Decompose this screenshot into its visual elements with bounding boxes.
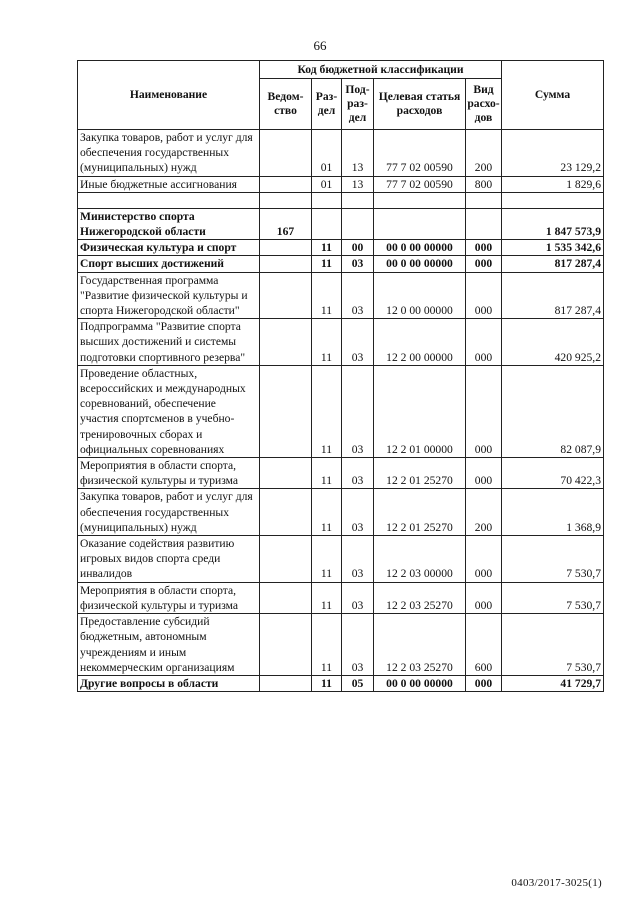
cell-podrazdel: 03 (342, 489, 374, 536)
cell-podrazdel: 03 (342, 614, 374, 676)
table-row (78, 192, 604, 208)
cell-name: Подпрограмма "Развитие спорта высших достижений и системы подготовки спортивного резерва" (78, 319, 260, 366)
cell-vedomstvo (260, 272, 312, 319)
cell-razdel (312, 192, 342, 208)
cell-expense-type (466, 208, 502, 239)
cell-vedomstvo (260, 489, 312, 536)
cell-target-article: 12 2 03 25270 (374, 582, 466, 613)
cell-razdel: 11 (312, 365, 342, 457)
header-target-article: Целевая статья расходов (374, 79, 466, 130)
cell-sum (502, 192, 604, 208)
cell-podrazdel: 03 (342, 319, 374, 366)
cell-name: Закупка товаров, работ и услуг для обеспечения государственных (муниципальных) нужд (78, 489, 260, 536)
cell-target-article: 12 2 01 25270 (374, 489, 466, 536)
cell-razdel: 11 (312, 489, 342, 536)
cell-target-article: 00 0 00 00000 (374, 240, 466, 256)
cell-sum: 7 530,7 (502, 582, 604, 613)
cell-razdel: 11 (312, 272, 342, 319)
cell-vedomstvo (260, 319, 312, 366)
cell-target-article: 12 2 01 00000 (374, 365, 466, 457)
table-row (78, 256, 604, 272)
cell-vedomstvo (260, 675, 312, 691)
cell-name: Предоставление субсидий бюджетным, автономным учреждениям и иным некоммерческим организациям (78, 614, 260, 676)
cell-target-article: 12 2 03 25270 (374, 614, 466, 676)
cell-sum: 7 530,7 (502, 614, 604, 676)
cell-vedomstvo (260, 582, 312, 613)
table-row (78, 272, 604, 319)
header-razdel: Раз-дел (312, 79, 342, 130)
cell-sum: 1 368,9 (502, 489, 604, 536)
cell-sum: 817 287,4 (502, 256, 604, 272)
cell-expense-type: 000 (466, 365, 502, 457)
cell-target-article: 12 0 00 00000 (374, 272, 466, 319)
cell-target-article: 77 7 02 00590 (374, 176, 466, 192)
cell-vedomstvo (260, 614, 312, 676)
cell-target-article (374, 208, 466, 239)
cell-name: Другие вопросы в области (78, 675, 260, 691)
cell-podrazdel: 03 (342, 458, 374, 489)
cell-sum: 70 422,3 (502, 458, 604, 489)
cell-expense-type: 200 (466, 130, 502, 177)
cell-target-article: 12 2 00 00000 (374, 319, 466, 366)
table-row (78, 675, 604, 691)
cell-podrazdel: 13 (342, 176, 374, 192)
cell-podrazdel: 03 (342, 582, 374, 613)
table-row (78, 176, 604, 192)
cell-expense-type: 600 (466, 614, 502, 676)
header-vedomstvo: Ведом-ство (260, 79, 312, 130)
cell-name: Государственная программа "Развитие физической культуры и спорта Нижегородской области" (78, 272, 260, 319)
cell-podrazdel: 05 (342, 675, 374, 691)
cell-vedomstvo (260, 176, 312, 192)
cell-target-article: 12 2 03 00000 (374, 536, 466, 583)
cell-name (78, 192, 260, 208)
cell-razdel: 11 (312, 614, 342, 676)
table-row (78, 489, 604, 536)
cell-podrazdel (342, 192, 374, 208)
cell-name: Спорт высших достижений (78, 256, 260, 272)
header-sum: Сумма (502, 61, 604, 130)
cell-sum: 1 847 573,9 (502, 208, 604, 239)
cell-expense-type (466, 192, 502, 208)
cell-expense-type: 200 (466, 489, 502, 536)
cell-razdel: 11 (312, 319, 342, 366)
table-row (78, 130, 604, 177)
cell-target-article: 12 2 01 25270 (374, 458, 466, 489)
cell-target-article (374, 192, 466, 208)
cell-razdel: 11 (312, 240, 342, 256)
table-body (78, 130, 604, 692)
header-code-group: Код бюджетной классификации (260, 61, 502, 79)
table-row (78, 240, 604, 256)
cell-vedomstvo (260, 536, 312, 583)
cell-expense-type: 000 (466, 240, 502, 256)
table-row (78, 208, 604, 239)
table-row (78, 582, 604, 613)
budget-table (77, 60, 604, 692)
cell-sum: 1 535 342,6 (502, 240, 604, 256)
cell-vedomstvo: 167 (260, 208, 312, 239)
header-podrazdel: Под-раз-дел (342, 79, 374, 130)
cell-target-article: 77 7 02 00590 (374, 130, 466, 177)
cell-expense-type: 000 (466, 272, 502, 319)
cell-razdel: 11 (312, 675, 342, 691)
cell-podrazdel: 03 (342, 256, 374, 272)
cell-target-article: 00 0 00 00000 (374, 256, 466, 272)
cell-podrazdel: 00 (342, 240, 374, 256)
cell-podrazdel (342, 208, 374, 239)
cell-name: Мероприятия в области спорта, физической культуры и туризма (78, 582, 260, 613)
header-expense-type: Вид расхо-дов (466, 79, 502, 130)
cell-sum: 41 729,7 (502, 675, 604, 691)
cell-expense-type: 000 (466, 536, 502, 583)
cell-podrazdel: 03 (342, 365, 374, 457)
cell-vedomstvo (260, 365, 312, 457)
table-row (78, 458, 604, 489)
cell-vedomstvo (260, 256, 312, 272)
cell-name: Проведение областных, всероссийских и международных соревнований, обеспечение участия спортсменов в учебно-тренировочных сборах и официальных соревнованиях (78, 365, 260, 457)
cell-name: Иные бюджетные ассигнования (78, 176, 260, 192)
cell-name: Министерство спорта Нижегородской области (78, 208, 260, 239)
cell-podrazdel: 03 (342, 272, 374, 319)
cell-razdel: 11 (312, 582, 342, 613)
cell-razdel: 11 (312, 536, 342, 583)
cell-sum: 7 530,7 (502, 536, 604, 583)
cell-target-article: 00 0 00 00000 (374, 675, 466, 691)
cell-vedomstvo (260, 130, 312, 177)
cell-expense-type: 000 (466, 458, 502, 489)
cell-razdel: 11 (312, 458, 342, 489)
cell-expense-type: 000 (466, 256, 502, 272)
cell-razdel (312, 208, 342, 239)
cell-razdel: 01 (312, 176, 342, 192)
cell-sum: 23 129,2 (502, 130, 604, 177)
footer-document-code: 0403/2017-3025(1) (511, 877, 602, 889)
cell-expense-type: 000 (466, 319, 502, 366)
cell-razdel: 11 (312, 256, 342, 272)
table-row (78, 536, 604, 583)
cell-podrazdel: 13 (342, 130, 374, 177)
cell-vedomstvo (260, 192, 312, 208)
table-row (78, 365, 604, 457)
table-row (78, 614, 604, 676)
cell-razdel: 01 (312, 130, 342, 177)
header-name: Наименование (78, 61, 260, 130)
cell-vedomstvo (260, 240, 312, 256)
cell-vedomstvo (260, 458, 312, 489)
cell-name: Оказание содействия развитию игровых видов спорта среди инвалидов (78, 536, 260, 583)
cell-name: Закупка товаров, работ и услуг для обеспечения государственных (муниципальных) нужд (78, 130, 260, 177)
page-number: 66 (313, 38, 327, 53)
cell-sum: 1 829,6 (502, 176, 604, 192)
cell-sum: 420 925,2 (502, 319, 604, 366)
cell-podrazdel: 03 (342, 536, 374, 583)
cell-expense-type: 000 (466, 582, 502, 613)
cell-expense-type: 000 (466, 675, 502, 691)
cell-name: Физическая культура и спорт (78, 240, 260, 256)
table-row (78, 319, 604, 366)
cell-expense-type: 800 (466, 176, 502, 192)
cell-sum: 817 287,4 (502, 272, 604, 319)
cell-name: Мероприятия в области спорта, физической культуры и туризма (78, 458, 260, 489)
cell-sum: 82 087,9 (502, 365, 604, 457)
